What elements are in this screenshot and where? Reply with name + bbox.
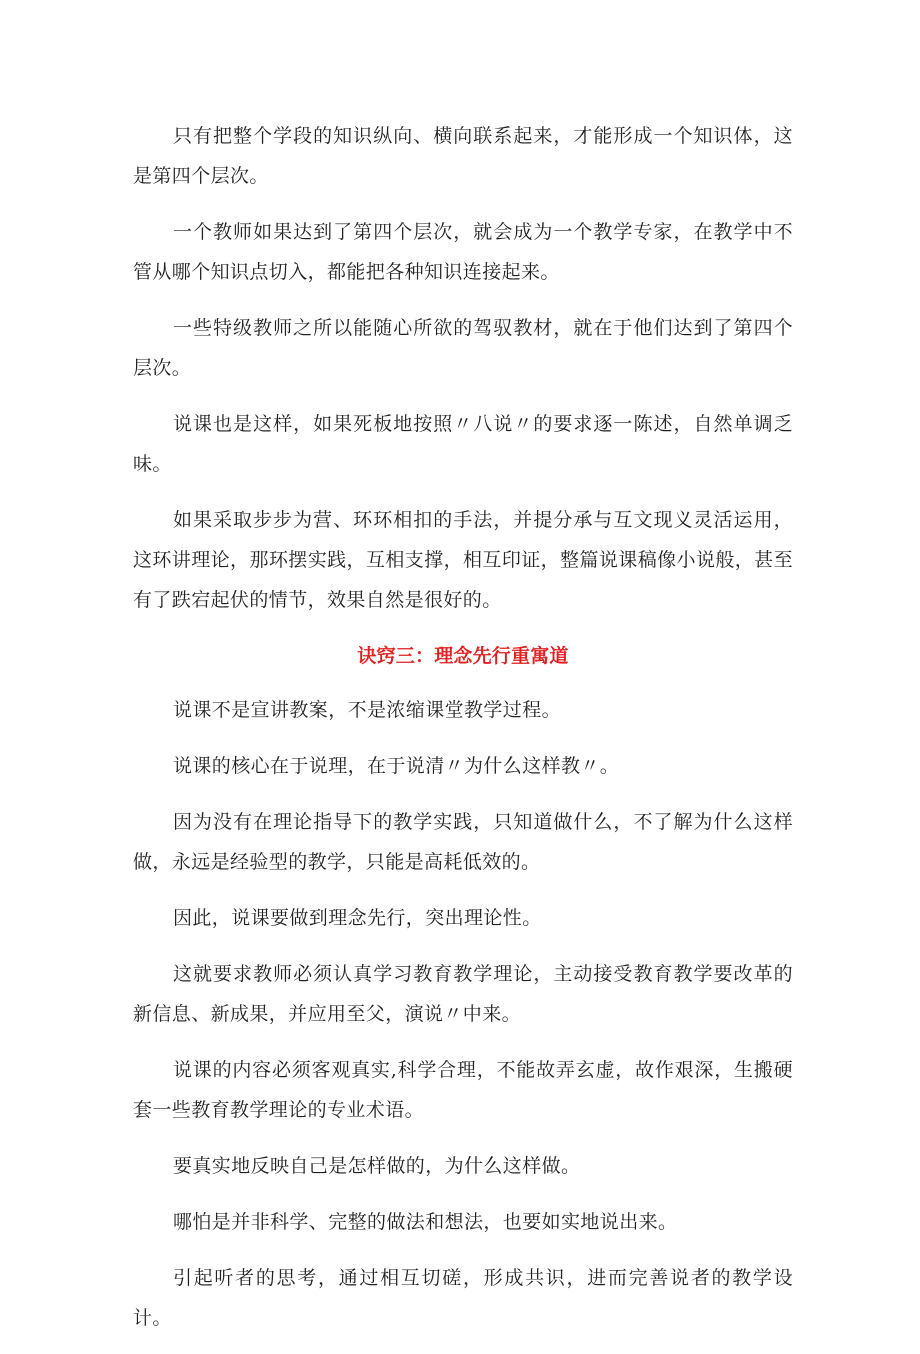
paragraph: 引起听者的思考，通过相互切磋，形成共识，进而完善说者的教学设计。 [133, 1267, 793, 1329]
document-body [133, 116, 793, 1354]
paragraph: 这就要求教师必须认真学习教育教学理论，主动接受教育教学要改革的新信息、新成果，并应用至父，演说〃中来。 [133, 963, 793, 1025]
paragraph: 说课的内容必须客观真实,科学合理，不能故弄玄虚，故作艰深，生搬硬套一些教育教学理论的专业术语。 [133, 1059, 793, 1121]
paragraph: 要真实地反映自己是怎样做的，为什么这样做。 [173, 1155, 581, 1177]
paragraph: 因为没有在理论指导下的教学实践，只知道做什么，不了解为什么这样做，永远是经验型的教学，只能是高耗低效的。 [133, 811, 793, 873]
paragraph: 如果采取步步为营、环环相扣的手法，并提分承与互文现义灵活运用，这环讲理论，那环摆实践，互相支撑，相互印证，整篇说课稿像小说般，甚至有了跌宕起伏的情节，效果自然是很好的。 [133, 509, 793, 611]
paragraph: 说课也是这样，如果死板地按照〃八说〃的要求逐一陈述，自然单调乏味。 [133, 413, 793, 475]
section-heading: 诀窍三：理念先行重寓道 [357, 645, 569, 667]
paragraph: 哪怕是并非科学、完整的做法和想法，也要如实地说出来。 [173, 1211, 678, 1233]
paragraph: 只有把整个学段的知识纵向、横向联系起来，才能形成一个知识体，这是第四个层次。 [133, 125, 793, 187]
paragraph: 说课不是宣讲教案，不是浓缩课堂教学过程。 [173, 699, 562, 721]
paragraph: 一个教师如果达到了第四个层次，就会成为一个教学专家，在教学中不管从哪个知识点切入，都能把各种知识连接起来。 [133, 221, 793, 283]
paragraph: 一些特级教师之所以能随心所欲的驾驭教材，就在于他们达到了第四个层次。 [133, 317, 793, 379]
paragraph: 说课的核心在于说理，在于说清〃为什么这样教〃。 [173, 755, 620, 777]
paragraph: 因此，说课要做到理念先行，突出理论性。 [173, 907, 542, 929]
